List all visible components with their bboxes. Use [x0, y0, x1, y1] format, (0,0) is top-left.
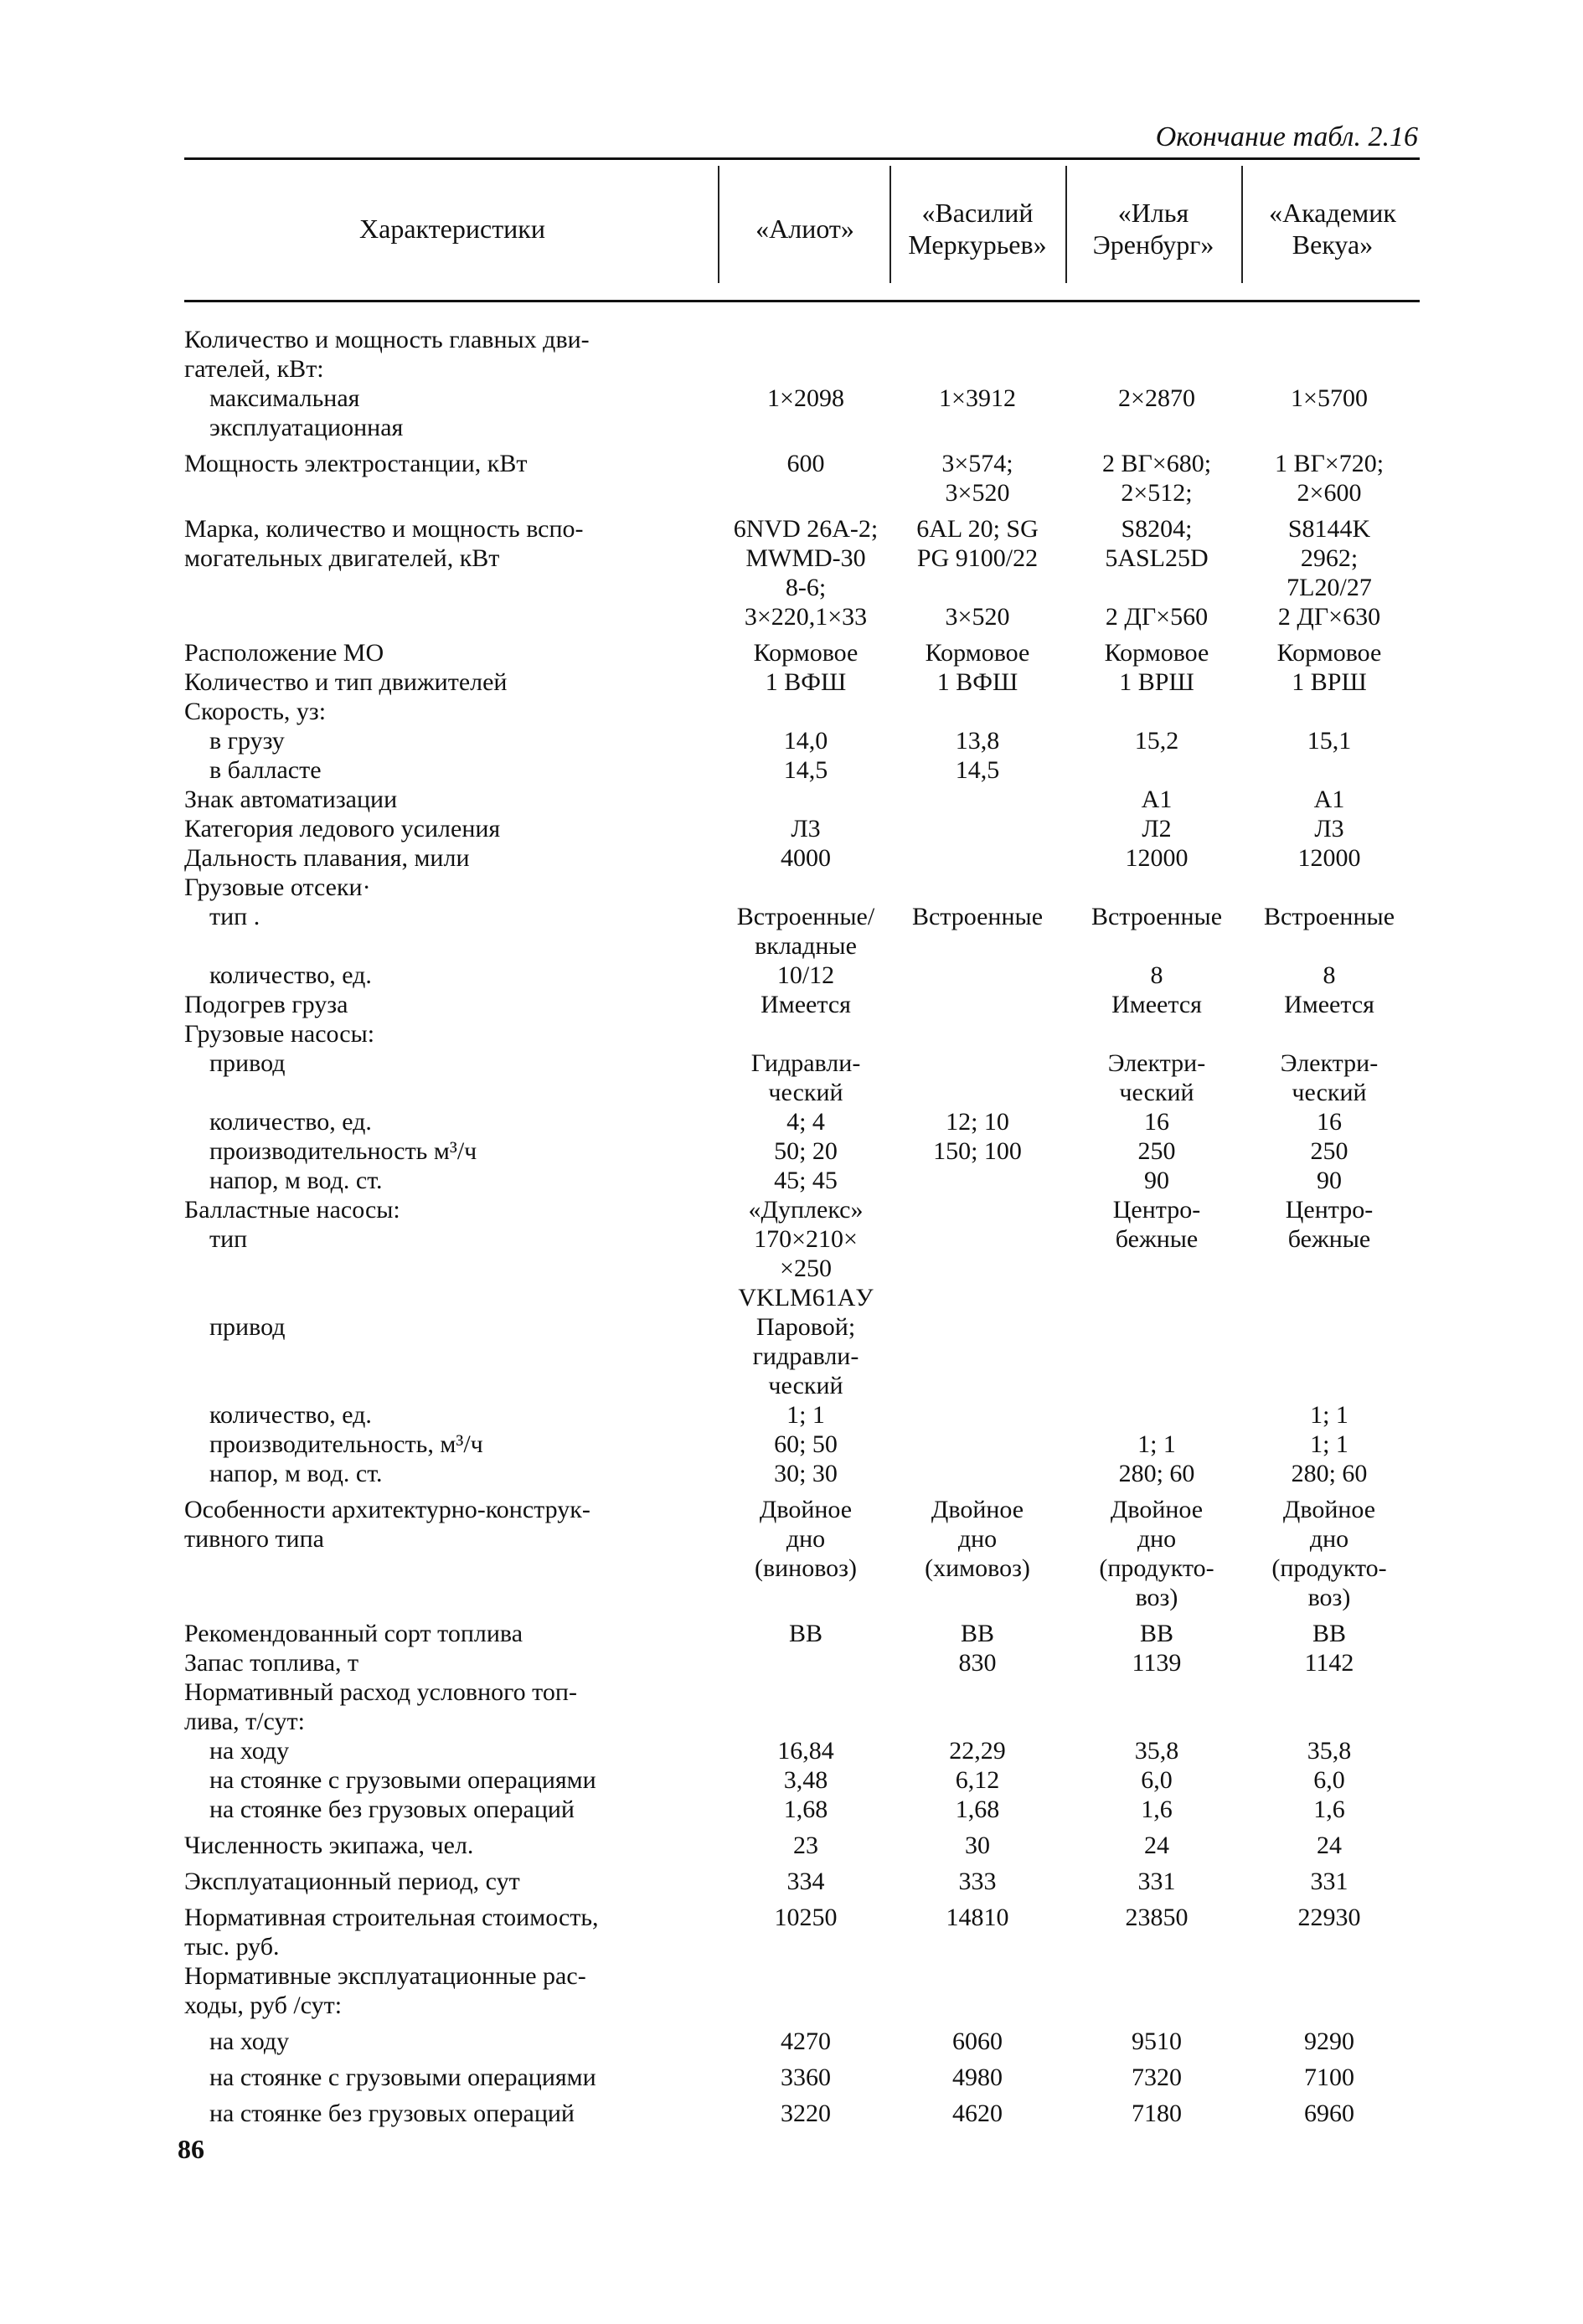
row-label: Запас топлива, т	[184, 1649, 359, 1677]
table-row	[0, 1049, 1583, 1078]
table-row	[0, 2099, 1583, 2128]
row-label: производительность, м³/ч	[209, 1430, 483, 1458]
row-value: 250	[1310, 1137, 1348, 1165]
row-value: S8144K	[1287, 515, 1371, 543]
row-value: Двойное	[759, 1496, 853, 1523]
table-row	[0, 1867, 1583, 1896]
row-value: 2 ДГ×630	[1277, 603, 1381, 631]
row-label: Дальность плавания, мили	[184, 844, 470, 872]
row-label: Балластные насосы:	[184, 1196, 400, 1224]
row-value: 3×520	[945, 603, 1010, 631]
row-value: 8-6;	[785, 574, 827, 601]
column-divider	[718, 166, 719, 283]
row-value: 16,84	[777, 1737, 834, 1765]
row-value: Л2	[1142, 815, 1172, 843]
row-label: эксплуатационная	[209, 414, 404, 441]
row-label: Нормативный расход условного топ-	[184, 1678, 577, 1706]
row-value: дно	[957, 1525, 998, 1553]
row-value: ВВ	[1312, 1620, 1347, 1647]
row-value: ческий	[768, 1372, 843, 1399]
row-label: на ходу	[209, 2028, 290, 2055]
row-value: 6060	[952, 2028, 1003, 2055]
row-label: привод	[209, 1313, 286, 1341]
row-value: 1; 1	[1310, 1430, 1348, 1458]
table-row	[0, 449, 1583, 478]
row-value: 15,1	[1307, 727, 1352, 755]
row-value: 7180	[1132, 2100, 1182, 2127]
row-value: 1 ВГ×720;	[1274, 450, 1384, 477]
row-value: 60; 50	[774, 1430, 838, 1458]
row-value: Встроенные	[911, 903, 1044, 930]
row-value: 45; 45	[774, 1167, 838, 1194]
row-value: 3220	[781, 2100, 831, 2127]
header-aliot: «Алиот»	[755, 214, 854, 244]
row-value: 3×520	[945, 479, 1010, 507]
row-value: 35,8	[1307, 1737, 1352, 1765]
row-value: 1142	[1304, 1649, 1354, 1677]
table-row	[0, 667, 1583, 697]
table-row	[0, 1312, 1583, 1342]
row-value: (продукто-	[1099, 1554, 1214, 1582]
row-label: Нормативные эксплуатационные рас-	[184, 1962, 586, 1990]
row-value: Л3	[791, 815, 821, 843]
table-top-rule	[184, 157, 1420, 160]
row-value: 1 ВРШ	[1292, 668, 1367, 696]
row-value: ВВ	[1139, 1620, 1174, 1647]
row-value: Электри-	[1107, 1049, 1206, 1077]
row-value: «Дуплекс»	[748, 1196, 864, 1224]
row-value: Встроенные	[1263, 903, 1395, 930]
table-row	[0, 354, 1583, 384]
table-row	[0, 1136, 1583, 1166]
row-value: 2×2870	[1118, 384, 1195, 412]
row-value: 4000	[781, 844, 831, 872]
row-value: 3×574;	[941, 450, 1013, 477]
row-value: 2962;	[1300, 544, 1359, 572]
table-row	[0, 1707, 1583, 1736]
row-label: тивного типа	[184, 1525, 324, 1553]
row-value: VKLM61AУ	[738, 1284, 874, 1311]
row-value: 1139	[1132, 1649, 1182, 1677]
row-label: Подогрев груза	[184, 991, 348, 1018]
row-value: 14,0	[783, 727, 828, 755]
row-value: 12; 10	[946, 1108, 1009, 1136]
column-divider	[1241, 166, 1243, 283]
row-value: 90	[1144, 1167, 1169, 1194]
row-value: 9510	[1132, 2028, 1182, 2055]
row-value: 6,12	[955, 1766, 1000, 1794]
table-row	[0, 755, 1583, 785]
row-value: PG 9100/22	[916, 544, 1039, 572]
table-row	[0, 1224, 1583, 1254]
row-value: 8	[1150, 961, 1163, 989]
row-label: Знак автоматизации	[184, 786, 398, 813]
header-ilya-erenburg: «Илья Эренбург»	[1092, 198, 1214, 260]
table-row	[0, 1283, 1583, 1312]
row-value: 24	[1144, 1832, 1169, 1859]
row-value: 12000	[1125, 844, 1189, 872]
row-value: Электри-	[1280, 1049, 1379, 1077]
row-value: ВВ	[788, 1620, 823, 1647]
row-value: 1,6	[1313, 1796, 1345, 1823]
row-value: ческий	[1119, 1079, 1194, 1106]
table-row	[0, 2063, 1583, 2092]
row-label: Грузовые отсеки·	[184, 873, 371, 901]
table-row	[0, 1932, 1583, 1961]
row-label: производительность м³/ч	[209, 1137, 477, 1165]
row-value: Кормовое	[753, 639, 859, 667]
row-value: 3360	[781, 2064, 831, 2091]
row-value: гидравли-	[752, 1342, 859, 1370]
table-row	[0, 1195, 1583, 1224]
table-row	[0, 1166, 1583, 1195]
row-value: 1 ВФШ	[765, 668, 847, 696]
table-row	[0, 1400, 1583, 1430]
row-value: дно	[1309, 1525, 1349, 1553]
table-row	[0, 1495, 1583, 1524]
row-value: 35,8	[1134, 1737, 1179, 1765]
table-row	[0, 697, 1583, 726]
row-value: 6960	[1304, 2100, 1354, 2127]
row-value: Кормовое	[1276, 639, 1382, 667]
header-akademik-vekua: «Академик Векуа»	[1269, 198, 1396, 260]
row-label: на стоянке с грузовыми операциями	[209, 1766, 596, 1794]
row-value: 1,68	[783, 1796, 828, 1823]
table-row	[0, 1524, 1583, 1554]
row-value: 14810	[946, 1904, 1009, 1931]
table-row	[0, 573, 1583, 602]
row-value: 280; 60	[1118, 1460, 1195, 1487]
row-value: 13,8	[955, 727, 1000, 755]
table-row	[0, 602, 1583, 631]
row-value: вкладные	[755, 932, 857, 960]
row-value: 334	[786, 1868, 825, 1895]
row-label: напор, м вод. ст.	[209, 1167, 383, 1194]
row-value: 1; 1	[1137, 1430, 1176, 1458]
row-value: 7100	[1304, 2064, 1354, 2091]
row-value: 2×512;	[1121, 479, 1193, 507]
page-number: 86	[178, 2134, 204, 2164]
row-value: Двойное	[931, 1496, 1024, 1523]
row-label: в грузу	[209, 727, 285, 755]
row-value: 7320	[1132, 2064, 1182, 2091]
row-value: 1 ВРШ	[1119, 668, 1194, 696]
row-value: Кормовое	[925, 639, 1030, 667]
row-value: 30	[965, 1832, 990, 1859]
row-label: Особенности архитектурно-конструк-	[184, 1496, 590, 1523]
row-value: Встроенные	[1091, 903, 1223, 930]
row-value: Имеется	[1111, 991, 1202, 1018]
row-label: количество, ед.	[209, 1401, 372, 1429]
table-row	[0, 1765, 1583, 1795]
row-value: 22930	[1297, 1904, 1361, 1931]
row-value: ×250	[780, 1255, 832, 1282]
row-value: 15,2	[1134, 727, 1179, 755]
table-row	[0, 1107, 1583, 1136]
column-divider	[889, 166, 891, 283]
table-row	[0, 1903, 1583, 1932]
row-label: Расположение МО	[184, 639, 384, 667]
column-divider	[1065, 166, 1067, 283]
table-header-rule	[184, 300, 1420, 302]
table-row	[0, 478, 1583, 508]
table-row	[0, 1459, 1583, 1488]
row-label: на стоянке с грузовыми операциями	[209, 2064, 596, 2091]
row-value: 16	[1144, 1108, 1169, 1136]
row-value: 1×2098	[767, 384, 844, 412]
row-label: Нормативная строительная стоимость,	[184, 1904, 599, 1931]
row-value: 1 ВФШ	[936, 668, 1018, 696]
row-value: 2×600	[1297, 479, 1362, 507]
row-label: лива, т/сут:	[184, 1708, 305, 1735]
row-value: 24	[1317, 1832, 1342, 1859]
row-value: 331	[1310, 1868, 1348, 1895]
row-value: 830	[958, 1649, 997, 1677]
row-value: 50; 20	[774, 1137, 838, 1165]
row-label: на стоянке без грузовых операций	[209, 2100, 575, 2127]
table-row	[0, 638, 1583, 667]
table-row	[0, 1019, 1583, 1049]
table-row	[0, 1831, 1583, 1860]
table-row	[0, 873, 1583, 902]
table-row	[0, 1371, 1583, 1400]
row-value: 600	[786, 450, 825, 477]
row-value: А1	[1313, 786, 1345, 813]
row-value: 6NVD 26A-2;	[733, 515, 879, 543]
table-row	[0, 1677, 1583, 1707]
row-label: Марка, количество и мощность вспо-	[184, 515, 584, 543]
row-value: 6,0	[1313, 1766, 1345, 1794]
table-row	[0, 2027, 1583, 2056]
row-value: 12000	[1297, 844, 1361, 872]
row-label: Численность экипажа, чел.	[184, 1832, 474, 1859]
row-value: воз)	[1307, 1584, 1351, 1611]
table-row	[0, 325, 1583, 354]
row-label: тип .	[209, 903, 260, 930]
row-label: Количество и мощность главных дви-	[184, 326, 590, 353]
row-value: 1×3912	[939, 384, 1016, 412]
row-label: Категория ледового усиления	[184, 815, 501, 843]
table-row	[0, 1583, 1583, 1612]
row-value: Встроенные/	[736, 903, 875, 930]
row-value: Имеется	[1284, 991, 1374, 1018]
row-label: Рекомендованный сорт топлива	[184, 1620, 523, 1647]
row-label: количество, ед.	[209, 961, 372, 989]
row-label: ходы, руб /сут:	[184, 1992, 343, 2019]
row-value: 4620	[952, 2100, 1003, 2127]
row-value: 4; 4	[786, 1108, 825, 1136]
row-value: 1×5700	[1291, 384, 1368, 412]
table-row	[0, 1430, 1583, 1459]
row-value: 6,0	[1141, 1766, 1173, 1794]
row-value: 1; 1	[1310, 1401, 1348, 1429]
row-value: 3,48	[783, 1766, 828, 1794]
row-value: 6AL 20; SG	[916, 515, 1039, 543]
row-value: Двойное	[1110, 1496, 1204, 1523]
header-characteristics: Характеристики	[359, 214, 545, 244]
row-label: гателей, кВт:	[184, 355, 324, 383]
row-value: 1,6	[1141, 1796, 1173, 1823]
row-value: 90	[1317, 1167, 1342, 1194]
table-row	[0, 726, 1583, 755]
row-label: Мощность электростанции, кВт	[184, 450, 528, 477]
row-label: Скорость, уз:	[184, 698, 327, 725]
row-value: 23850	[1125, 1904, 1189, 1931]
row-value: (продукто-	[1271, 1554, 1387, 1582]
row-value: 30; 30	[774, 1460, 838, 1487]
row-label: Количество и тип движителей	[184, 668, 508, 696]
table-continuation-caption: Окончание табл. 2.16	[1155, 121, 1418, 152]
table-row	[0, 1991, 1583, 2020]
row-value: Имеется	[761, 991, 851, 1018]
row-value: 1,68	[955, 1796, 1000, 1823]
row-value: ческий	[1292, 1079, 1367, 1106]
row-value: 10/12	[776, 961, 835, 989]
row-value: бежные	[1115, 1225, 1199, 1253]
row-value: 9290	[1304, 2028, 1354, 2055]
table-row	[0, 544, 1583, 573]
row-value: 22,29	[949, 1737, 1006, 1765]
row-value: воз)	[1135, 1584, 1178, 1611]
row-label: привод	[209, 1049, 286, 1077]
row-value: MWMD-30	[745, 544, 866, 572]
row-value: 250	[1137, 1137, 1176, 1165]
row-value: Центро-	[1112, 1196, 1201, 1224]
table-row	[0, 1795, 1583, 1824]
table-row	[0, 514, 1583, 544]
row-label: Грузовые насосы:	[184, 1020, 375, 1048]
row-value: 10250	[774, 1904, 838, 1931]
table-row	[0, 814, 1583, 843]
row-value: 4270	[781, 2028, 831, 2055]
row-value: 280; 60	[1291, 1460, 1368, 1487]
row-value: Паровой;	[755, 1313, 856, 1341]
row-value: 23	[793, 1832, 818, 1859]
row-value: 2 ДГ×560	[1105, 603, 1209, 631]
row-value: ческий	[768, 1079, 843, 1106]
row-value: Л3	[1314, 815, 1344, 843]
row-value: (виновоз)	[754, 1554, 858, 1582]
row-value: 4980	[952, 2064, 1003, 2091]
row-value: А1	[1141, 786, 1173, 813]
row-value: 3×220,1×33	[744, 603, 868, 631]
table-row	[0, 961, 1583, 990]
row-value: 16	[1317, 1108, 1342, 1136]
table-row	[0, 785, 1583, 814]
row-value: 8	[1323, 961, 1336, 989]
header-vasiliy-merkuryev: «Василий Меркурьев»	[908, 198, 1047, 260]
row-value: 5ASL25D	[1105, 544, 1209, 572]
row-label: напор, м вод. ст.	[209, 1460, 383, 1487]
table-row	[0, 1619, 1583, 1648]
table-row	[0, 1736, 1583, 1765]
row-value: 170×210×	[754, 1225, 858, 1253]
table-row	[0, 1648, 1583, 1677]
table-row	[0, 843, 1583, 873]
row-label: в балласте	[209, 756, 322, 784]
row-label: могательных двигателей, кВт	[184, 544, 500, 572]
table-row	[0, 902, 1583, 931]
row-value: ВВ	[960, 1620, 995, 1647]
table-row	[0, 1961, 1583, 1991]
row-value: бежные	[1287, 1225, 1371, 1253]
table-row	[0, 990, 1583, 1019]
row-value: Центро-	[1285, 1196, 1374, 1224]
row-value: (химовоз)	[925, 1554, 1030, 1582]
table-row	[0, 413, 1583, 442]
row-value: дно	[1137, 1525, 1177, 1553]
row-label: максимальная	[209, 384, 360, 412]
row-value: 150; 100	[933, 1137, 1022, 1165]
row-label: тип	[209, 1225, 248, 1253]
row-value: 331	[1137, 1868, 1176, 1895]
row-value: Двойное	[1282, 1496, 1376, 1523]
row-value: Кормовое	[1104, 639, 1209, 667]
row-value: Гидравли-	[750, 1049, 861, 1077]
table-body	[0, 325, 1583, 2128]
row-value: 7L20/27	[1287, 574, 1372, 601]
table-row	[0, 931, 1583, 961]
row-value: 1; 1	[786, 1401, 825, 1429]
row-value: дно	[786, 1525, 826, 1553]
table-row	[0, 1554, 1583, 1583]
row-label: на ходу	[209, 1737, 290, 1765]
row-value: 14,5	[783, 756, 828, 784]
row-label: на стоянке без грузовых операций	[209, 1796, 575, 1823]
table-row	[0, 1254, 1583, 1283]
table-row	[0, 1342, 1583, 1371]
row-label: количество, ед.	[209, 1108, 372, 1136]
row-label: тыс. руб.	[184, 1933, 280, 1961]
table-row	[0, 384, 1583, 413]
row-value: 14,5	[955, 756, 1000, 784]
row-value: 333	[958, 1868, 997, 1895]
table-row	[0, 1078, 1583, 1107]
row-value: 2 ВГ×680;	[1101, 450, 1212, 477]
row-label: Эксплуатационный период, сут	[184, 1868, 520, 1895]
row-value: S8204;	[1121, 515, 1193, 543]
